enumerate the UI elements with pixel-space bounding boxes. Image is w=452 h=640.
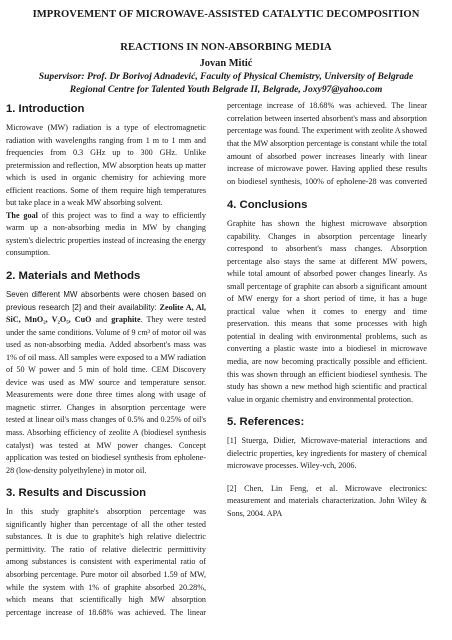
left-column [6, 100, 206, 618]
introduction-paragraph: Microwave (MW) radiation is a type of electromagnetic radiation with wavelengths ranging from 1 m to 1 mm and frequencies from 0.3 GHz up to 300 GHz. Unlike pretermission and reflection, MW absorption heats up matter which is used in organic chemistry for achieving more efficient reactions. Some of them require high temperatures but take place in a weak MW absorbing solvent. [6, 123, 206, 208]
introduction-goal-paragraph [6, 210, 206, 260]
affiliation-line1: Supervisor: Prof. Dr Borivoj Adnadević, Faculty of Physical Chemistry, University of Belgrade [38, 71, 414, 82]
paper-author: Jovan Mitić [199, 58, 253, 69]
reference-1: [1] Stuerga, Didier, Microwave-material interactions and dielectric properties, key ingredients for mastery of chemical microwave processes. Wiley-vch, 2006. [227, 436, 427, 471]
graphite-label: graphite [111, 315, 141, 325]
goal-text: of this project was to find a way to efficiently warm up a non-absorbing media in MW by changing system's dielectric properties instead of increasing the energy consumption. [6, 210, 206, 258]
reference-2: [2] Chen, Lin Feng, et al. Microwave electronics: measurement and materials characterization. John Wiley & Sons, 2004. APA [227, 483, 427, 518]
results-continued-paragraph [227, 100, 427, 188]
paper-title-line1: IMPROVEMENT OF MICROWAVE-ASSISTED CATALYTIC DECOMPOSITION [32, 9, 420, 20]
conclusions-paragraph: Graphite has shown the highest microwave absorption capability. Changes in absorption percentage linearly correspond to absorbent's mass changes. Absorption percentage also stays the same at different MW powers, while total amount of absorbed power changes linearly. As small percentage of graphite can absorb a significant amount of MW energy for a short period of time, it has a huge practical value when it comes to energy and time preservation. this means that some processes with high potential in dealing with environmental problems, such as converting a plastic waste into a biodiesel in microwave media, are now becoming practically possible and efficient. this was shown through an efficient biodiesel synthesis. The study has shown a new method high scientific and practical value in organic chemistry and environmental protection. [227, 219, 427, 404]
methods-body-text: . They were tested under the same conditions. Volume of 9 cm³ of motor oil was used as non-absorbing media. Added absorbent's mass was 1% of oil mass. All samples were exposed to a MW radiation of 50 W power and 5 min of hold time. CEM Discovery device was used as MW source and temperature sensor. Measurements were done three times along with usage of magnetic stirrer. Changes in absorption percentage were tested at linear oil's mass changes of 0.5% and 0.25% of oil's mass. Absorbing efficiency of zeolite A (biodiesel synthesis catalyst) was tested at MW power changes. Concept application was tested on biodiesel synthesis from epholene-28 (low-density polyethylene) in motor oil. [6, 315, 206, 475]
methods-paragraph [6, 289, 206, 477]
absorbents-list: Zeolite A, Al, SiC, MnO₂, V₂O₅, CuO [6, 302, 207, 325]
results-continued-text: percentage increase of 18.68% was achieved. The linear correlation between inserted absorbent's mass and absorption percentage was found. The experiment with zeolite A showed that the MW absorption percentage is constant while the total amount of absorbed power increases linearly with linear increase of microwave power. Having applied these results on biodiesel synthesis, 100% of epholene-28 was converted [227, 101, 427, 186]
goal-label: The goal [6, 210, 38, 220]
affiliation-line2: Regional Centre for Talented Youth Belgrade II, Belgrade, Joxy97@yahoo.com [69, 84, 383, 95]
results-heading: 3. Results and Discussion [6, 487, 146, 500]
methods-intro-text: Seven different MW absorbents were chosen based on previous research [2] and their availability: [6, 290, 206, 312]
methods-heading: 2. Materials and Methods [6, 270, 141, 283]
conclusions-heading: 4. Conclusions [227, 199, 308, 211]
right-column [227, 100, 427, 530]
results-paragraph: In this study graphite's absorption percentage was significantly higher than percentage of all the other tested substances. It is due to graphite's high relative dielectric permittivity. The ratio of relative dielectric permittivity among substances is consistent with experimental ratio of absorbing percentage. Pure motor oil absorbed 1.59 of MW, while the system with 1% of graphite absorbed 20.28%, which means that scientifically high MW absorption percentage increase of 18.68% was achieved. The linear [6, 507, 206, 617]
references-heading: 5. References: [227, 416, 305, 429]
and-word: and [91, 315, 112, 325]
paper-title-line2: REACTIONS IN NON-ABSORBING MEDIA [120, 42, 332, 53]
introduction-heading: 1. Introduction [6, 103, 85, 115]
